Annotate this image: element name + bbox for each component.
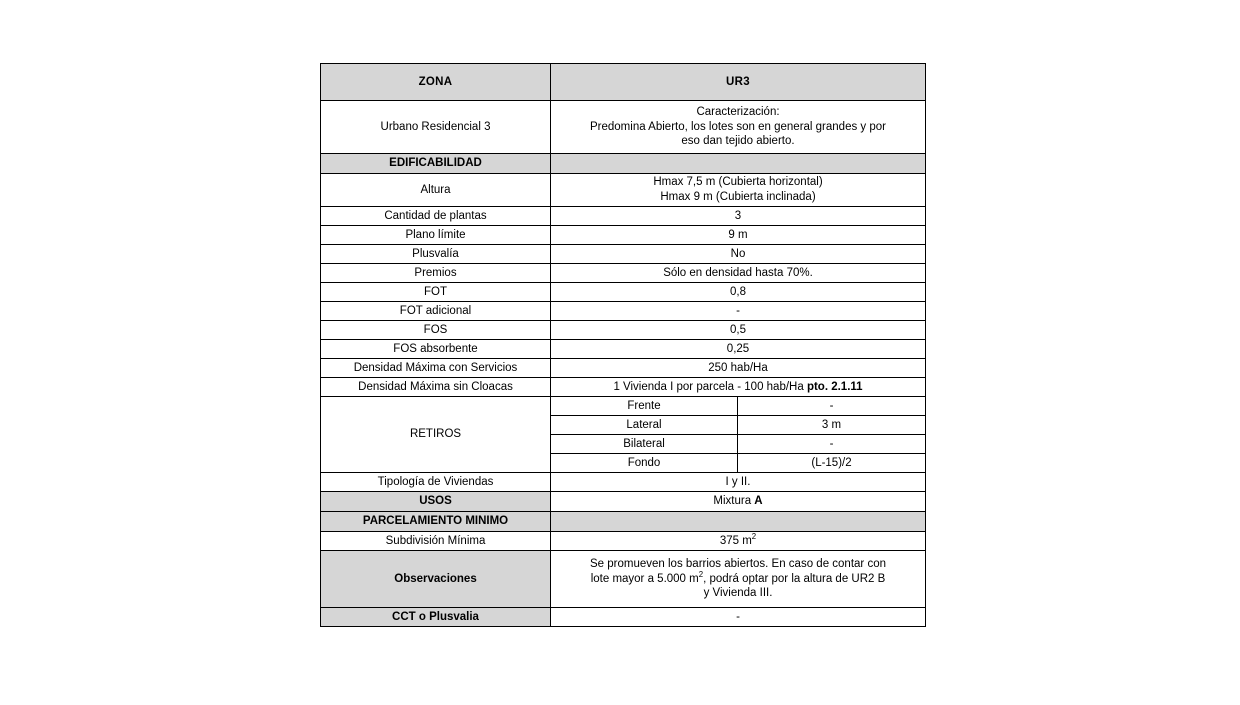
row-label-cantidad-plantas: Cantidad de plantas: [321, 207, 551, 226]
row-value-fot: 0,8: [551, 283, 926, 302]
row-value-subdivision-minima: [551, 532, 926, 551]
table-row-fot-adicional: [321, 302, 926, 321]
row-value-cct-plusvalia: -: [551, 608, 926, 627]
row-label-plano-limite: Plano límite: [321, 226, 551, 245]
retiros-item-value-lateral: 3 m: [738, 416, 926, 435]
row-value-densidad-sin-cloacas: [551, 378, 926, 397]
table-row-cantidad-plantas: [321, 207, 926, 226]
table-row-cct-plusvalia: [321, 608, 926, 627]
row-value-fot-adicional: -: [551, 302, 926, 321]
characterization-cell: [551, 101, 926, 154]
retiros-item-name-frente: Frente: [551, 397, 738, 416]
row-label-fot: FOT: [321, 283, 551, 302]
row-value-tipologia-viviendas: I y II.: [551, 473, 926, 492]
altura-line-1: Hmax 7,5 m (Cubierta horizontal): [653, 176, 823, 189]
characterization-line-1: Predomina Abierto, los lotes son en general grandes y por: [590, 120, 886, 133]
observaciones-line-3: y Vivienda III.: [703, 587, 773, 600]
row-value-plano-limite: 9 m: [551, 226, 926, 245]
densidad-sin-cloacas-reference: pto. 2.1.11: [806, 380, 863, 393]
table-row-densidad-con-servicios: [321, 359, 926, 378]
row-label-tipologia-viviendas: Tipología de Viviendas: [321, 473, 551, 492]
table-row-section-edificabilidad: [321, 154, 926, 174]
altura-line-2: Hmax 9 m (Cubierta inclinada): [660, 191, 816, 203]
row-label-densidad-sin-cloacas: Densidad Máxima sin Cloacas: [321, 378, 551, 397]
table-row-altura: [321, 174, 926, 207]
retiros-item-value-frente: -: [738, 397, 926, 416]
row-label-fos-absorbente: FOS absorbente: [321, 340, 551, 359]
table-row-observaciones: [321, 551, 926, 608]
observaciones-line-2-b: , podrá optar por la altura de UR2 B: [703, 572, 886, 585]
characterization-title: Caracterización:: [696, 105, 780, 118]
retiros-item-name-bilateral: Bilateral: [551, 435, 738, 454]
zoning-regulation-table: [320, 63, 926, 627]
zone-code-header-cell: UR3: [551, 64, 926, 101]
retiros-item-name-lateral: Lateral: [551, 416, 738, 435]
table-row-section-usos: [321, 492, 926, 512]
characterization-line-2: eso dan tejido abierto.: [681, 135, 795, 148]
table-row-plusvalia: [321, 245, 926, 264]
table-row-title: [321, 64, 926, 101]
row-label-premios: Premios: [321, 264, 551, 283]
table-row-identity: [321, 101, 926, 154]
row-label-subdivision-minima: Subdivisión Mínima: [321, 532, 551, 551]
retiros-item-value-fondo: (L-15)/2: [738, 454, 926, 473]
row-label-cct-plusvalia: CCT o Plusvalia: [321, 608, 551, 627]
row-value-fos-absorbente: 0,25: [551, 340, 926, 359]
observaciones-line-1: Se promueven los barrios abiertos. En caso de contar con: [590, 557, 886, 570]
row-value-altura: [551, 174, 926, 207]
section-header-edificabilidad: EDIFICABILIDAD: [321, 154, 551, 174]
subdivision-value-number: 375 m: [719, 534, 752, 547]
row-value-densidad-con-servicios: 250 hab/Ha: [551, 359, 926, 378]
table-row-densidad-sin-cloacas: [321, 378, 926, 397]
row-value-usos: [551, 492, 926, 512]
usos-value-text: Mixtura: [713, 495, 755, 508]
table-row-plano-limite: [321, 226, 926, 245]
table-row-premios: [321, 264, 926, 283]
section-header-edificabilidad-spacer: [551, 154, 926, 174]
row-value-plusvalia: No: [551, 245, 926, 264]
observaciones-line-2-superscript: 2: [698, 569, 704, 579]
table-row-subdivision-minima: [321, 532, 926, 551]
usos-value-mixtura-letter: A: [754, 495, 763, 508]
table-row-retiros-frente: [321, 397, 926, 416]
row-label-retiros: RETIROS: [321, 397, 551, 473]
table-row-fos: [321, 321, 926, 340]
retiros-item-value-bilateral: -: [738, 435, 926, 454]
subdivision-value-superscript: 2: [751, 531, 757, 541]
row-value-cantidad-plantas: 3: [551, 207, 926, 226]
table-row-fos-absorbente: [321, 340, 926, 359]
densidad-sin-cloacas-text: 1 Vivienda I por parcela - 100 hab/Ha: [613, 380, 807, 393]
zona-header-cell: ZONA: [321, 64, 551, 101]
row-label-fos: FOS: [321, 321, 551, 340]
table-row-fot: [321, 283, 926, 302]
table-row-tipologia-viviendas: [321, 473, 926, 492]
zone-name-cell: Urbano Residencial 3: [321, 101, 551, 154]
observaciones-line-2-a: lote mayor a 5.000 m: [590, 572, 699, 585]
row-label-altura: Altura: [321, 174, 551, 207]
section-header-usos: USOS: [321, 492, 551, 512]
table-row-section-parcelamiento: [321, 512, 926, 532]
retiros-item-name-fondo: Fondo: [551, 454, 738, 473]
row-value-observaciones: [551, 551, 926, 608]
row-value-fos: 0,5: [551, 321, 926, 340]
row-label-observaciones: Observaciones: [321, 551, 551, 608]
section-header-parcelamiento: PARCELAMIENTO MINIMO: [321, 512, 551, 532]
row-label-fot-adicional: FOT adicional: [321, 302, 551, 321]
section-header-parcelamiento-spacer: [551, 512, 926, 532]
row-value-premios: Sólo en densidad hasta 70%.: [551, 264, 926, 283]
row-label-densidad-con-servicios: Densidad Máxima con Servicios: [321, 359, 551, 378]
row-label-plusvalia: Plusvalía: [321, 245, 551, 264]
